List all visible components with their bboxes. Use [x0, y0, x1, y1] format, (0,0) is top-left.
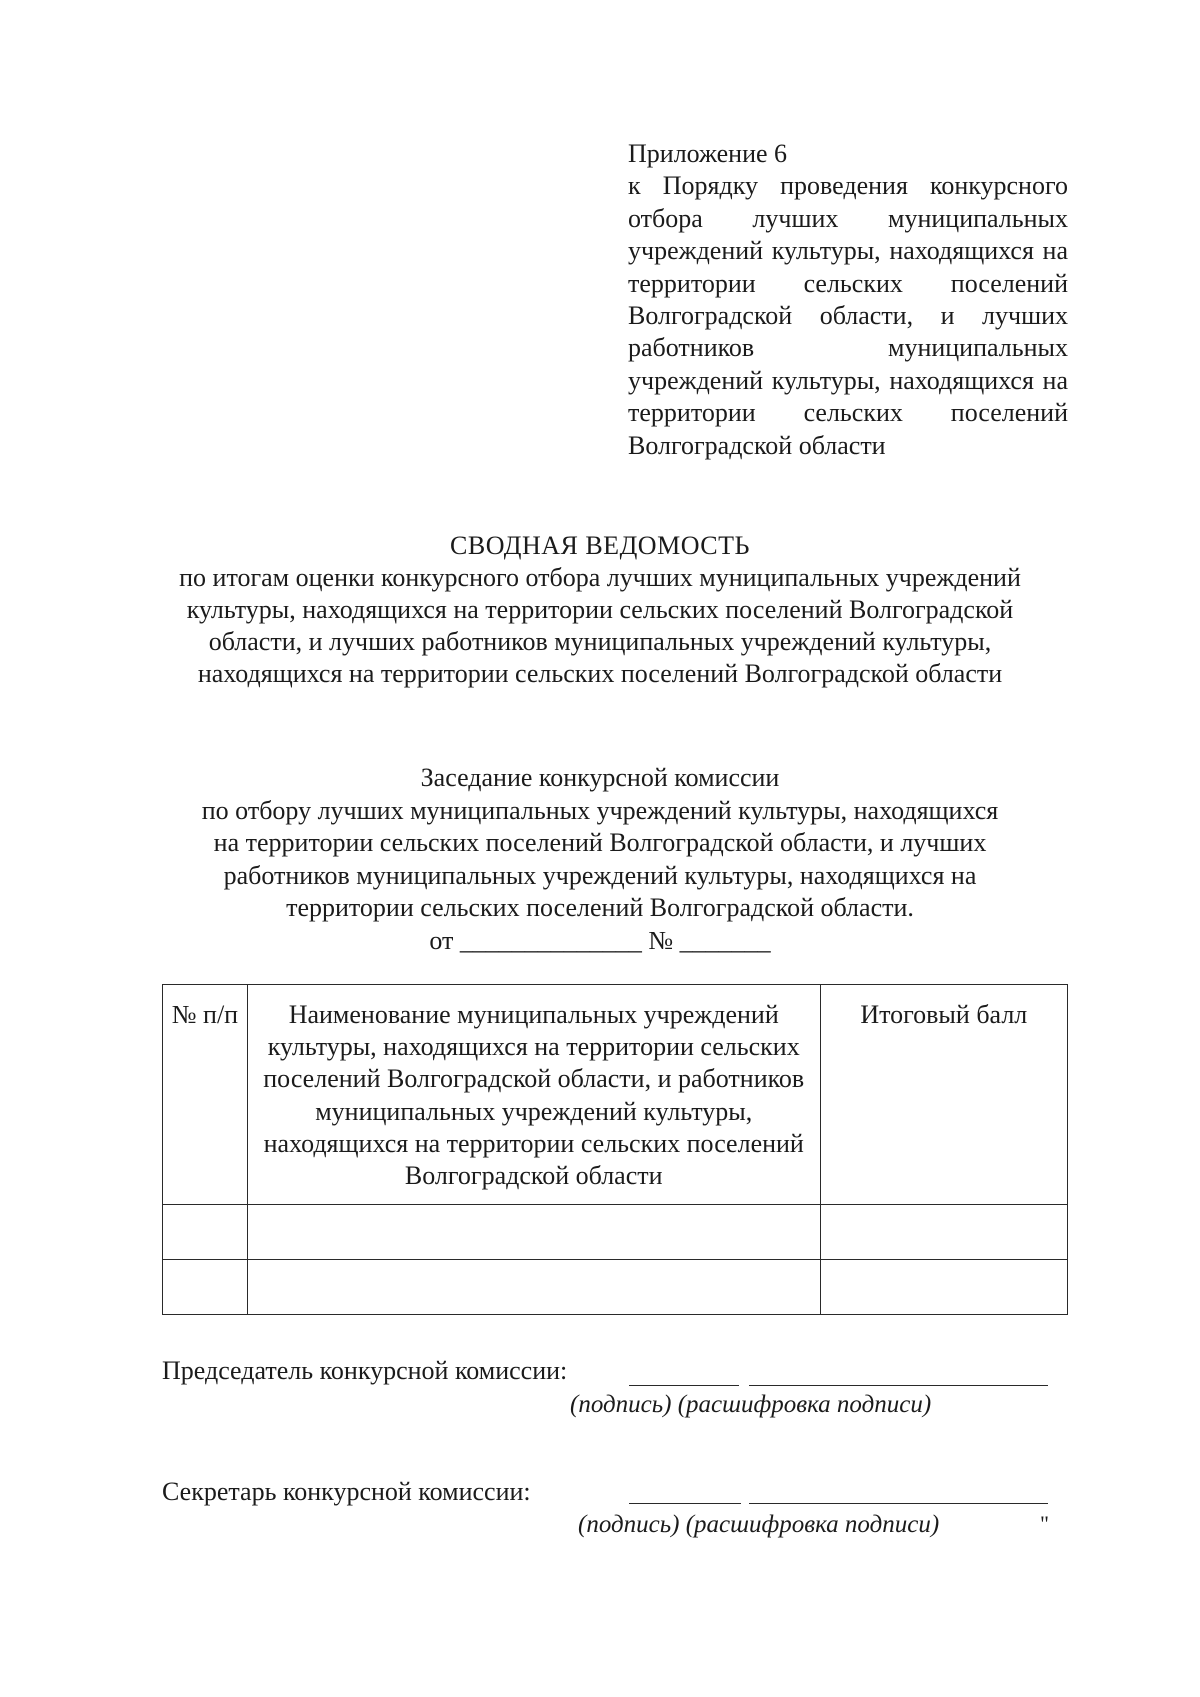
session-block — [140, 762, 1060, 958]
appendix-title: Приложение 6 — [628, 139, 788, 168]
document-title: СВОДНАЯ ВЕДОМОСТЬ — [450, 531, 750, 560]
header-name: Наименование муниципальных учреждений культуры, находящихся на территории сельских поселений Волгоградской области, и работников муниципальных учреждений культуры, находящихся на территории сельских поселений Волгоградской области — [247, 985, 820, 1205]
table-row — [163, 1260, 1068, 1315]
cell-number — [163, 1260, 248, 1315]
document-subtitle: по итогам оценки конкурсного отбора лучших муниципальных учреждений культуры, находящихся на территории сельских поселений Волгоградской области, и лучших работников муниципальных учреждений культуры, находящихся на территории сельских поселений Волгоградской области — [179, 563, 1021, 688]
secretary-label: Секретарь конкурсной комиссии: — [162, 1477, 531, 1506]
session-line: по отбору лучших муниципальных учреждений культуры, находящихся — [201, 795, 999, 825]
secretary-signature-line — [629, 1503, 741, 1504]
header-number: № п/п — [163, 985, 248, 1205]
cell-name — [247, 1205, 820, 1260]
chairman-label: Председатель конкурсной комиссии: — [162, 1356, 568, 1385]
chairman-signature-line — [629, 1385, 739, 1386]
table-row — [163, 1205, 1068, 1260]
session-line: работников муниципальных учреждений культуры, находящихся на — [223, 860, 977, 890]
cell-score — [820, 1205, 1067, 1260]
session-heading: Заседание конкурсной комиссии — [420, 763, 780, 792]
cell-score — [820, 1260, 1067, 1315]
session-line: территории сельских поселений Волгоградской области. — [286, 893, 914, 923]
chairman-signature-caption: (подпись) (расшифровка подписи) — [570, 1391, 932, 1418]
closing-quote: " — [1040, 1511, 1049, 1536]
results-table — [162, 984, 1068, 1315]
secretary-name-line — [749, 1503, 1048, 1504]
appendix-body: к Порядку проведения конкурсного отбора лучших муниципальных учреждений культуры, находящихся на территории сельских поселений Волгоградской области, и лучших работников муниципальных учреждений культуры, находящихся на территории сельских поселений Волгоградской области — [628, 171, 1068, 460]
document-title-block — [140, 530, 1060, 690]
header-score: Итоговый балл — [820, 985, 1067, 1205]
appendix-block — [628, 138, 1068, 462]
chairman-name-line — [749, 1385, 1048, 1386]
cell-name — [247, 1260, 820, 1315]
session-line: на территории сельских поселений Волгоградской области, и лучших — [213, 828, 987, 858]
cell-number — [163, 1205, 248, 1260]
table-header-row — [163, 985, 1068, 1205]
session-date-line: от ______________ № _______ — [429, 925, 771, 955]
secretary-signature-caption: (подпись) (расшифровка подписи) — [578, 1511, 940, 1538]
